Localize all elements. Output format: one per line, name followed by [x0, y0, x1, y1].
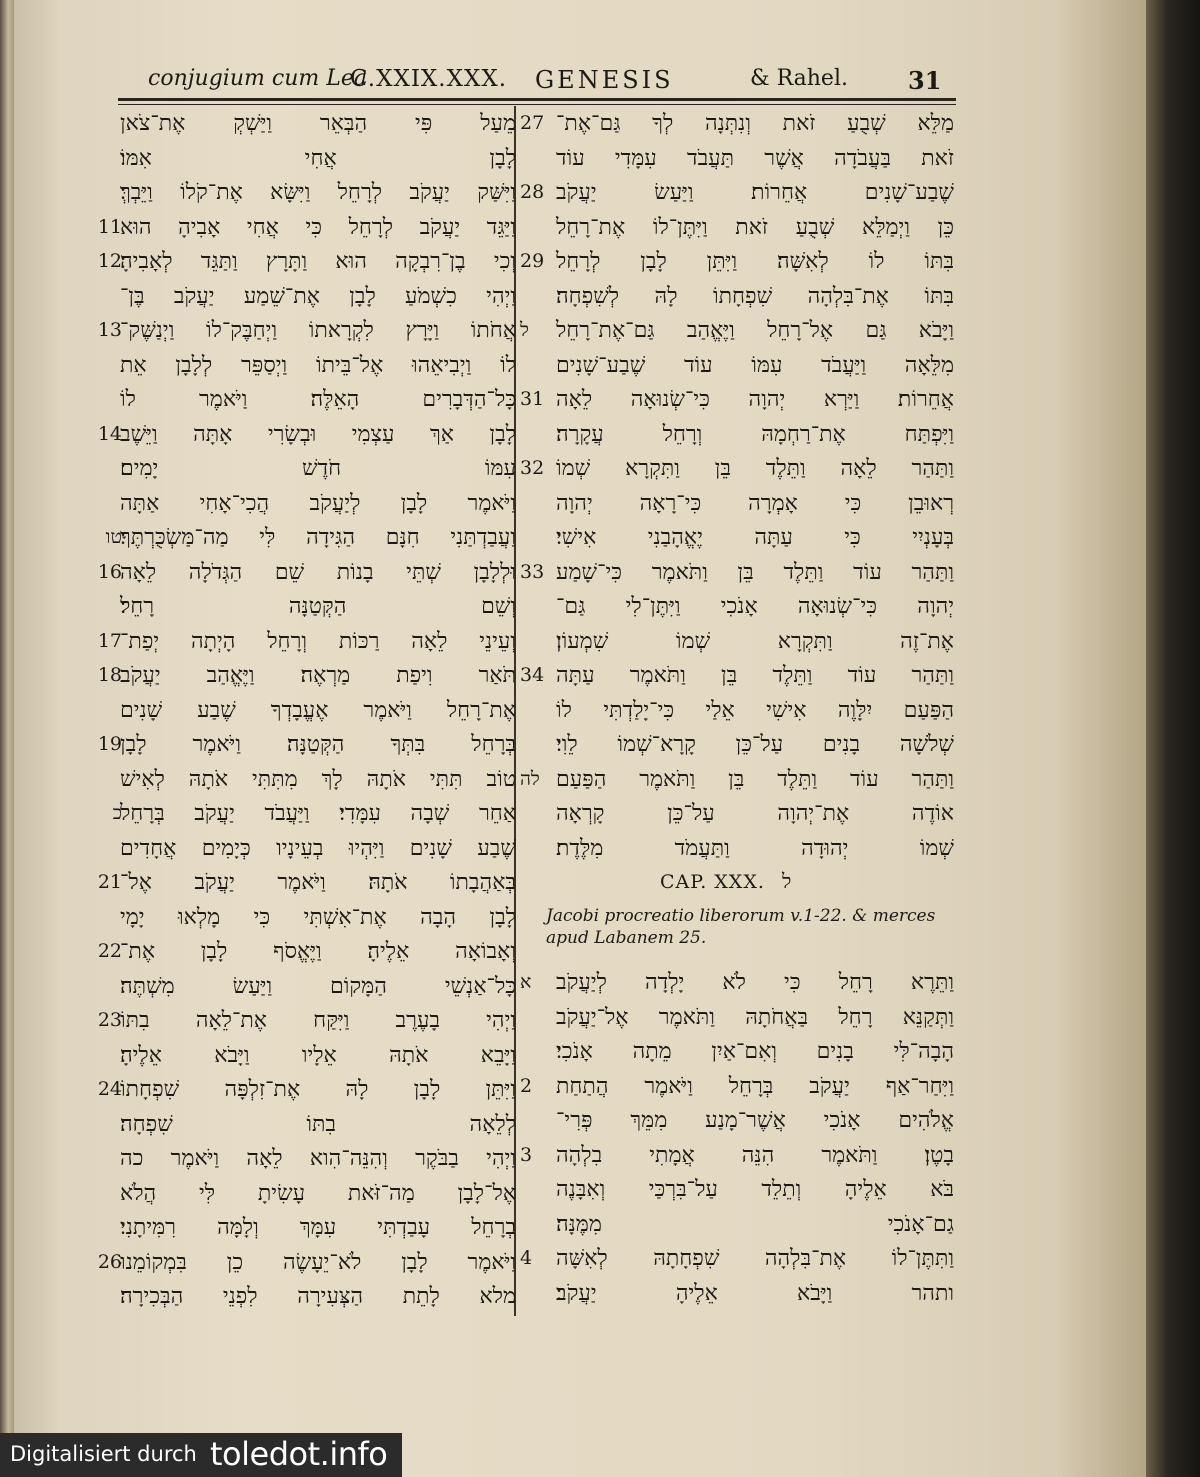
text-line [520, 967, 956, 1002]
hebrew-text-line: בְּעָנְיִי כִּי עַתָּה יֶאֱהָבַנִי אִישִׁי׃ [556, 525, 954, 550]
verse-number: 13 [97, 319, 122, 341]
hebrew-text-line: ותהר וַיָּבֹא אֵלֶיהָ יַעֲקֹב׃ [556, 1280, 954, 1306]
hebrew-text-line: וַתֵּרֶא רָחֵל כִּי לֹא יָלְדָה לְיַעֲקֹב [556, 970, 954, 995]
chapter-heading-hebrew-number: ל [782, 869, 792, 893]
text-line [96, 522, 516, 557]
text-line [96, 419, 516, 454]
verse-number: 14 [97, 422, 122, 445]
hebrew-text-line: בְּאַהֲבָתוֹ אֹתָהּ׃ וַיֹּאמֶר יַעֲקֹב אֶל־ [120, 870, 516, 895]
verse-number: 31 [520, 388, 545, 410]
text-line [520, 833, 956, 868]
left-text-column [96, 108, 516, 1316]
hebrew-text-line: וַתְּקַנֵּא רָחֵל בַּאֲחֹתָהּ וַתֹּאמֶר אֶל־יַעֲקֹב [556, 1004, 954, 1030]
text-line [520, 660, 956, 695]
text-line [520, 764, 956, 799]
hebrew-text-line: וַיִּשַּׁק יַעֲקֹב לְרָחֵל וַיִּשָּׂא אֶת־קֹלוֹ וַיֵּבְךְּ׃ [120, 180, 516, 205]
hebrew-text-line: וּלְלָבָן שְׁתֵּי בָנוֹת שֵׁם הַגְּדֹלָה לֵאָה [120, 559, 516, 585]
verse-number: 23 [97, 1009, 122, 1031]
header-left-title: conjugium cum Lea [148, 66, 367, 91]
header-rule [118, 98, 956, 101]
hebrew-text-line: וַעֲבַדְתַּנִי חִנָּם הַגִּידָה לִּי מַה־מַּשְׂכֻּרְתֶּךָ׃ [120, 525, 516, 550]
text-line [96, 1109, 516, 1144]
hebrew-text-line: וַיְהִי בַבֹּקֶר וְהִנֵּה־הִוא לֵאָה וַיֹּאמֶר כה [120, 1146, 516, 1171]
text-line [96, 557, 516, 592]
hebrew-text-line: אֲחֹתוֹ וַיָּרָץ לִקְרָאתוֹ וַיְחַבֶּק־לוֹ וַיְנַשֶּׁק־ [120, 318, 516, 343]
text-line [96, 764, 516, 799]
spacer [520, 959, 956, 967]
chapter-heading-label: CAP. XXX. [660, 871, 765, 893]
left-page-edge [0, 0, 14, 1477]
hebrew-text-line: בִּתּוֹ אֶת־בִּלְהָה שִׁפְחָתוֹ לָהּ לְשִׁפְחָה׃ [556, 283, 954, 309]
hebrew-text-line: אֶת־רָחֵל וַיֹּאמֶר אֶעֱבָדְךָ שֶׁבַע שָׁנִים [120, 697, 516, 723]
hebrew-text-line: תֹּאַר וִיפַת מַרְאֶה׃ וַיֶּאֱהַב יַעֲקֹב [120, 663, 516, 688]
text-line [96, 453, 516, 488]
hebrew-text-line: וְאָבוֹאָה אֵלֶיהָ׃ וַיֶּאֱסֹף לָבָן אֶת־ [120, 939, 516, 964]
text-line [96, 1247, 516, 1282]
text-line [96, 626, 516, 661]
text-line [520, 1243, 956, 1278]
verse-number: 3 [520, 1143, 533, 1166]
text-line [96, 1143, 516, 1178]
verse-number: 34 [520, 664, 545, 686]
hebrew-text-line: וַיַּגֵּד יַעֲקֹב לְרָחֵל כִּי אֲחִי אָבִיהָ הוּא [120, 214, 516, 240]
text-line [520, 557, 956, 592]
book-spine [1146, 0, 1200, 1477]
text-line [96, 833, 516, 868]
hebrew-text-line: בָטֶן׃ וַתֹּאמֶר הִנֵּה אֲמָתִי בִלְהָה [556, 1142, 954, 1168]
hebrew-text-line: אֶל־לָבָן מַה־זֹּאת עָשִׂיתָ לִּי הֲלֹא [120, 1180, 516, 1206]
hebrew-text-line: בִּתּוֹ לוֹ לְאִשָּׁה׃ וַיִּתֵּן לָבָן לְרָחֵל [556, 249, 954, 274]
hebrew-text-line: הַפַּעַם יִלָּוֶה אִישִׁי אֵלַי כִּי־יָלַדְתִּי לוֹ [556, 697, 954, 723]
watermark-prefix: Digitalisiert durch [10, 1442, 197, 1466]
text-line [520, 143, 956, 178]
text-line [520, 177, 956, 212]
text-line [96, 315, 516, 350]
hebrew-text-line: וַיָּבֹא גַּם אֶל־רָחֵל וַיֶּאֱהַב גַּם־אֶת־רָחֵל [556, 318, 954, 343]
hebrew-text-line: שֶׁבַע שָׁנִים וַיִּהְיוּ בְעֵינָיו כְּיָמִים אֲחָדִים [120, 835, 516, 861]
hebrew-text-line: מֵעַל פִּי הַבְּאֵר וַיַּשְׁקְ אֶת־צֹאן [120, 111, 516, 136]
hebrew-text-line: וַתַּהַר עוֹד וַתֵּלֶד בֵּן וַתֹּאמֶר הַפַּעַם [556, 766, 954, 792]
text-line [520, 591, 956, 626]
text-line [520, 695, 956, 730]
verse-number: 12 [97, 250, 122, 272]
text-line [520, 246, 956, 281]
text-line [96, 660, 516, 695]
hebrew-text-line: וַיָּבֵא אֹתָהּ אֵלָיו וַיָּבֹא אֵלֶיהָ׃ [120, 1042, 516, 1068]
hebrew-text-line: בְּרָחֵל בִּתְּךָ הַקְּטַנָּה׃ וַיֹּאמֶר לָבָן [120, 732, 516, 757]
hebrew-text-line: וַיִּפְתַּח אֶת־רַחְמָהּ וְרָחֵל עֲקָרָה׃ [556, 421, 954, 447]
verse-number: 24 [97, 1078, 122, 1100]
text-line [96, 143, 516, 178]
text-line [520, 798, 956, 833]
verse-number: לה [520, 767, 540, 790]
text-line [96, 488, 516, 523]
text-line [96, 695, 516, 730]
hebrew-text-line: וַיֹּאמֶר לָבָן לֹא־יֵעָשֶׂה כֵן בִּמְקוֹמֵנוּ [120, 1249, 516, 1275]
hebrew-text-line: מַלֵּא שְׁבֻעַ זֹאת וְנִתְּנָה לְךָ גַּם־אֶת־ [556, 111, 954, 136]
hebrew-text-line: עִמּוֹ חֹדֶשׁ יָמִים׃ [120, 456, 516, 481]
text-line [96, 798, 516, 833]
text-line [96, 1074, 516, 1109]
right-text-column [520, 108, 956, 1312]
text-line [96, 281, 516, 316]
hebrew-text-line: לוֹ וַיְבִיאֵהוּ אֶל־בֵּיתוֹ וַיְסַפֵּר לְלָבָן אֵת [120, 352, 516, 378]
text-line [96, 867, 516, 902]
text-line [520, 488, 956, 523]
hebrew-text-line: זֹאת בַּעֲבֹדָה אֲשֶׁר תַּעֲבֹד עִמָּדִי עוֹד [556, 145, 954, 171]
text-line [520, 1105, 956, 1140]
text-line [520, 453, 956, 488]
verse-number: ל [520, 319, 529, 341]
hebrew-text-line: מִלֵּאָה וַיַּעֲבֹד עִמּוֹ עוֹד שֶׁבַע־שָׁנִים [556, 352, 954, 378]
verse-number: 22 [97, 940, 122, 962]
text-line [96, 246, 516, 281]
hebrew-text-line: בֹּא אֵלֶיהָ וְתֵלֵד עַל־בִּרְכַּי וְאִבָּנֶה [556, 1177, 954, 1202]
verse-number: 26 [97, 1250, 122, 1273]
verse-number: 32 [520, 457, 545, 479]
text-line [520, 212, 956, 247]
text-line [96, 212, 516, 247]
hebrew-text-line: וְכִי בֶן־רִבְקָה הוּא וַתָּרָץ וַתַּגֵּד לְאָבִיהָ׃ [120, 249, 516, 274]
hebrew-text-line: לָבָן אֲחִי אִמּוֹ׃ [120, 145, 516, 171]
header-right-title: & Rahel. [750, 66, 848, 91]
verse-number: 2 [520, 1074, 533, 1097]
verse-number: 18 [97, 664, 122, 686]
hebrew-text-line: וַתַּהַר עוֹד וַתֵּלֶד בֵּן וַתֹּאמֶר עַתָּה [556, 663, 954, 688]
hebrew-text-line: שְׁלֹשָׁה בָנִים עַל־כֵּן קָרָא־שְׁמוֹ לֵוִי׃ [556, 732, 954, 757]
text-line [96, 350, 516, 385]
text-line [96, 1178, 516, 1213]
chapter-summary: Jacobi procreatio liberorum v.1-22. & merces apud Labanem 25. [546, 906, 936, 948]
hebrew-text-line: כֵּן וַיְמַלֵּא שְׁבֻעַ זֹאת וַיִּתֶּן־לוֹ אֶת־רָחֵל [556, 214, 954, 240]
verse-number: 11 [97, 215, 122, 238]
hebrew-text-line: כָּל־אַנְשֵׁי הַמָּקוֹם וַיַּעַשׂ מִשְׁתֶּה׃ [120, 973, 516, 999]
verse-number: כ [112, 802, 122, 824]
hebrew-text-line: אֶת־זֶה וַתִּקְרָא שְׁמוֹ שִׁמְעוֹן׃ [556, 628, 954, 654]
hebrew-text-line: כָּל־הַדְּבָרִים הָאֵלֶּה׃ וַיֹּאמֶר לוֹ [120, 387, 516, 412]
hebrew-text-line: אַחֵר שְׁבָה עִמָּדִי׃ וַיַּעֲבֹד יַעֲקֹב בְּרָחֵל [120, 801, 516, 826]
verse-number: 27 [520, 112, 545, 134]
hebrew-text-line: לָבָן אַךְ עַצְמִי וּבְשָׂרִי אָתָּה וַיֵּשֶׁב [120, 421, 516, 447]
text-line [96, 971, 516, 1006]
text-line [520, 1140, 956, 1175]
hebrew-text-line: רְאוּבֵן כִּי אָמְרָה כִּי־רָאָה יְהוָה [556, 490, 954, 516]
text-line [520, 522, 956, 557]
hebrew-text-line: וַיִּחַר־אַף יַעֲקֹב בְּרָחֵל וַיֹּאמֶר הֲתַחַת [556, 1073, 954, 1099]
watermark-bar [0, 1433, 402, 1477]
text-line [96, 1040, 516, 1075]
verse-number: 17 [97, 629, 122, 652]
text-line [96, 591, 516, 626]
text-line [96, 1212, 516, 1247]
hebrew-text-line: לְלֵאָה בִתּוֹ שִׁפְחָה׃ [120, 1111, 516, 1137]
text-line [520, 419, 956, 454]
hebrew-text-line: וְשֵׁם הַקְּטַנָּה רָחֵל׃ [120, 594, 516, 619]
text-line [520, 315, 956, 350]
hebrew-text-line: וַיְהִי בָעֶרֶב וַיִּקַּח אֶת־לֵאָה בִתּוֹ [120, 1008, 516, 1033]
hebrew-text-line: טוֹב תִּתִּי אֹתָהּ לָךְ מִתִּתִּי אֹתָהּ לְאִישׁ [120, 766, 516, 792]
text-line [96, 177, 516, 212]
verse-number: 33 [520, 560, 545, 583]
verse-number: 28 [520, 181, 545, 203]
hebrew-text-line: אֱלֹהִים אָנֹכִי אֲשֶׁר־מָנַע מִמֵּךְ פְּרִי־ [556, 1108, 954, 1133]
header-rule-thin [118, 104, 956, 105]
text-line [96, 729, 516, 764]
text-line [96, 108, 516, 143]
hebrew-text-line: אֲחֵרוֹת׃ וַיַּרְא יְהוָה כִּי־שְׂנוּאָה לֵאָה [556, 387, 954, 412]
verse-number: 19 [97, 733, 122, 755]
header-book-name: GENESIS [535, 66, 674, 94]
verse-number: 4 [520, 1247, 533, 1269]
text-line [520, 1278, 956, 1313]
text-line [96, 1005, 516, 1040]
text-line [520, 281, 956, 316]
hebrew-text-line: מלא לָתֵת הַצְּעִירָה לִפְנֵי הַבְּכִירָה׃ [120, 1284, 516, 1309]
hebrew-text-line: גַם־אָנֹכִי מִמֶּנָּה׃ [556, 1211, 954, 1237]
hebrew-text-line: יְהוָה כִּי־שְׂנוּאָה אָנֹכִי וַיִּתֶּן־לִי גַּם־ [556, 594, 954, 619]
text-line [520, 1209, 956, 1244]
hebrew-text-line: וַתִּתֶּן־לוֹ אֶת־בִּלְהָה שִׁפְחָתָהּ לְאִשָּׁה [556, 1246, 954, 1271]
hebrew-text-line: הָבָה־לִּי בָנִים וְאִם־אַיִן מֵתָה אָנֹכִי׃ [556, 1039, 954, 1064]
verse-number: טו [105, 526, 122, 548]
hebrew-text-line: וְעֵינֵי לֵאָה רַכּוֹת וְרָחֵל הָיְתָה יְפַת־ [120, 628, 516, 654]
text-line [520, 384, 956, 419]
text-line [96, 902, 516, 937]
text-line [96, 384, 516, 419]
text-line [520, 350, 956, 385]
right-column-top-verses [520, 108, 956, 867]
verse-number: 16 [97, 560, 122, 583]
verse-number: 29 [520, 250, 545, 272]
watermark-site: toledot.info [210, 1435, 388, 1473]
hebrew-text-line: וַתַּהַר לֵאָה וַתֵּלֶד בֵּן וַתִּקְרָא שְׁמוֹ [556, 456, 954, 481]
right-column-bottom-verses [520, 967, 956, 1312]
text-line [520, 626, 956, 661]
text-line [520, 1071, 956, 1106]
hebrew-text-line: וַתַּהַר עוֹד וַתֵּלֶד בֵּן וַתֹּאמֶר כִּי־שָׁמַע [556, 559, 954, 585]
verse-number: א [520, 971, 532, 993]
verse-number: 21 [97, 871, 122, 893]
hebrew-text-line: וַיֹּאמֶר לָבָן לְיַעֲקֹב הֲכִי־אָחִי אַתָּה [120, 490, 516, 516]
text-line [520, 1174, 956, 1209]
hebrew-text-line: לָבָן הָבָה אֶת־אִשְׁתִּי כִּי מָלְאוּ יָמָי [120, 904, 516, 930]
hebrew-text-line: שֶׁבַע־שָׁנִים אֲחֵרוֹת׃ וַיַּעַשׂ יַעֲקֹב [556, 180, 954, 205]
text-line [520, 1002, 956, 1037]
text-line [96, 1281, 516, 1316]
text-line [520, 1036, 956, 1071]
header-chapter-range: C.XXIX.XXX. [350, 66, 508, 92]
chapter-heading [520, 867, 956, 899]
page-number: 31 [908, 66, 942, 95]
text-line [96, 936, 516, 971]
hebrew-text-line: אוֹדֶה אֶת־יְהוָה עַל־כֵּן קָרְאָה [556, 801, 954, 826]
hebrew-text-line: בְרָחֵל עָבַדְתִּי עִמָּךְ וְלָמָּה רִמִּיתָנִי׃ [120, 1215, 516, 1240]
hebrew-text-line: שְׁמוֹ יְהוּדָה וַתַּעֲמֹד מִלֶּדֶת׃ [556, 835, 954, 861]
text-line [520, 108, 956, 143]
text-line [520, 729, 956, 764]
hebrew-text-line: וַיִּתֵּן לָבָן לָהּ אֶת־זִלְפָּה שִׁפְחָתוֹ [120, 1077, 516, 1102]
hebrew-text-line: וַיְהִי כִשְׁמֹעַ לָבָן אֶת־שֵׁמַע יַעֲקֹב בֶּן־ [120, 283, 516, 309]
